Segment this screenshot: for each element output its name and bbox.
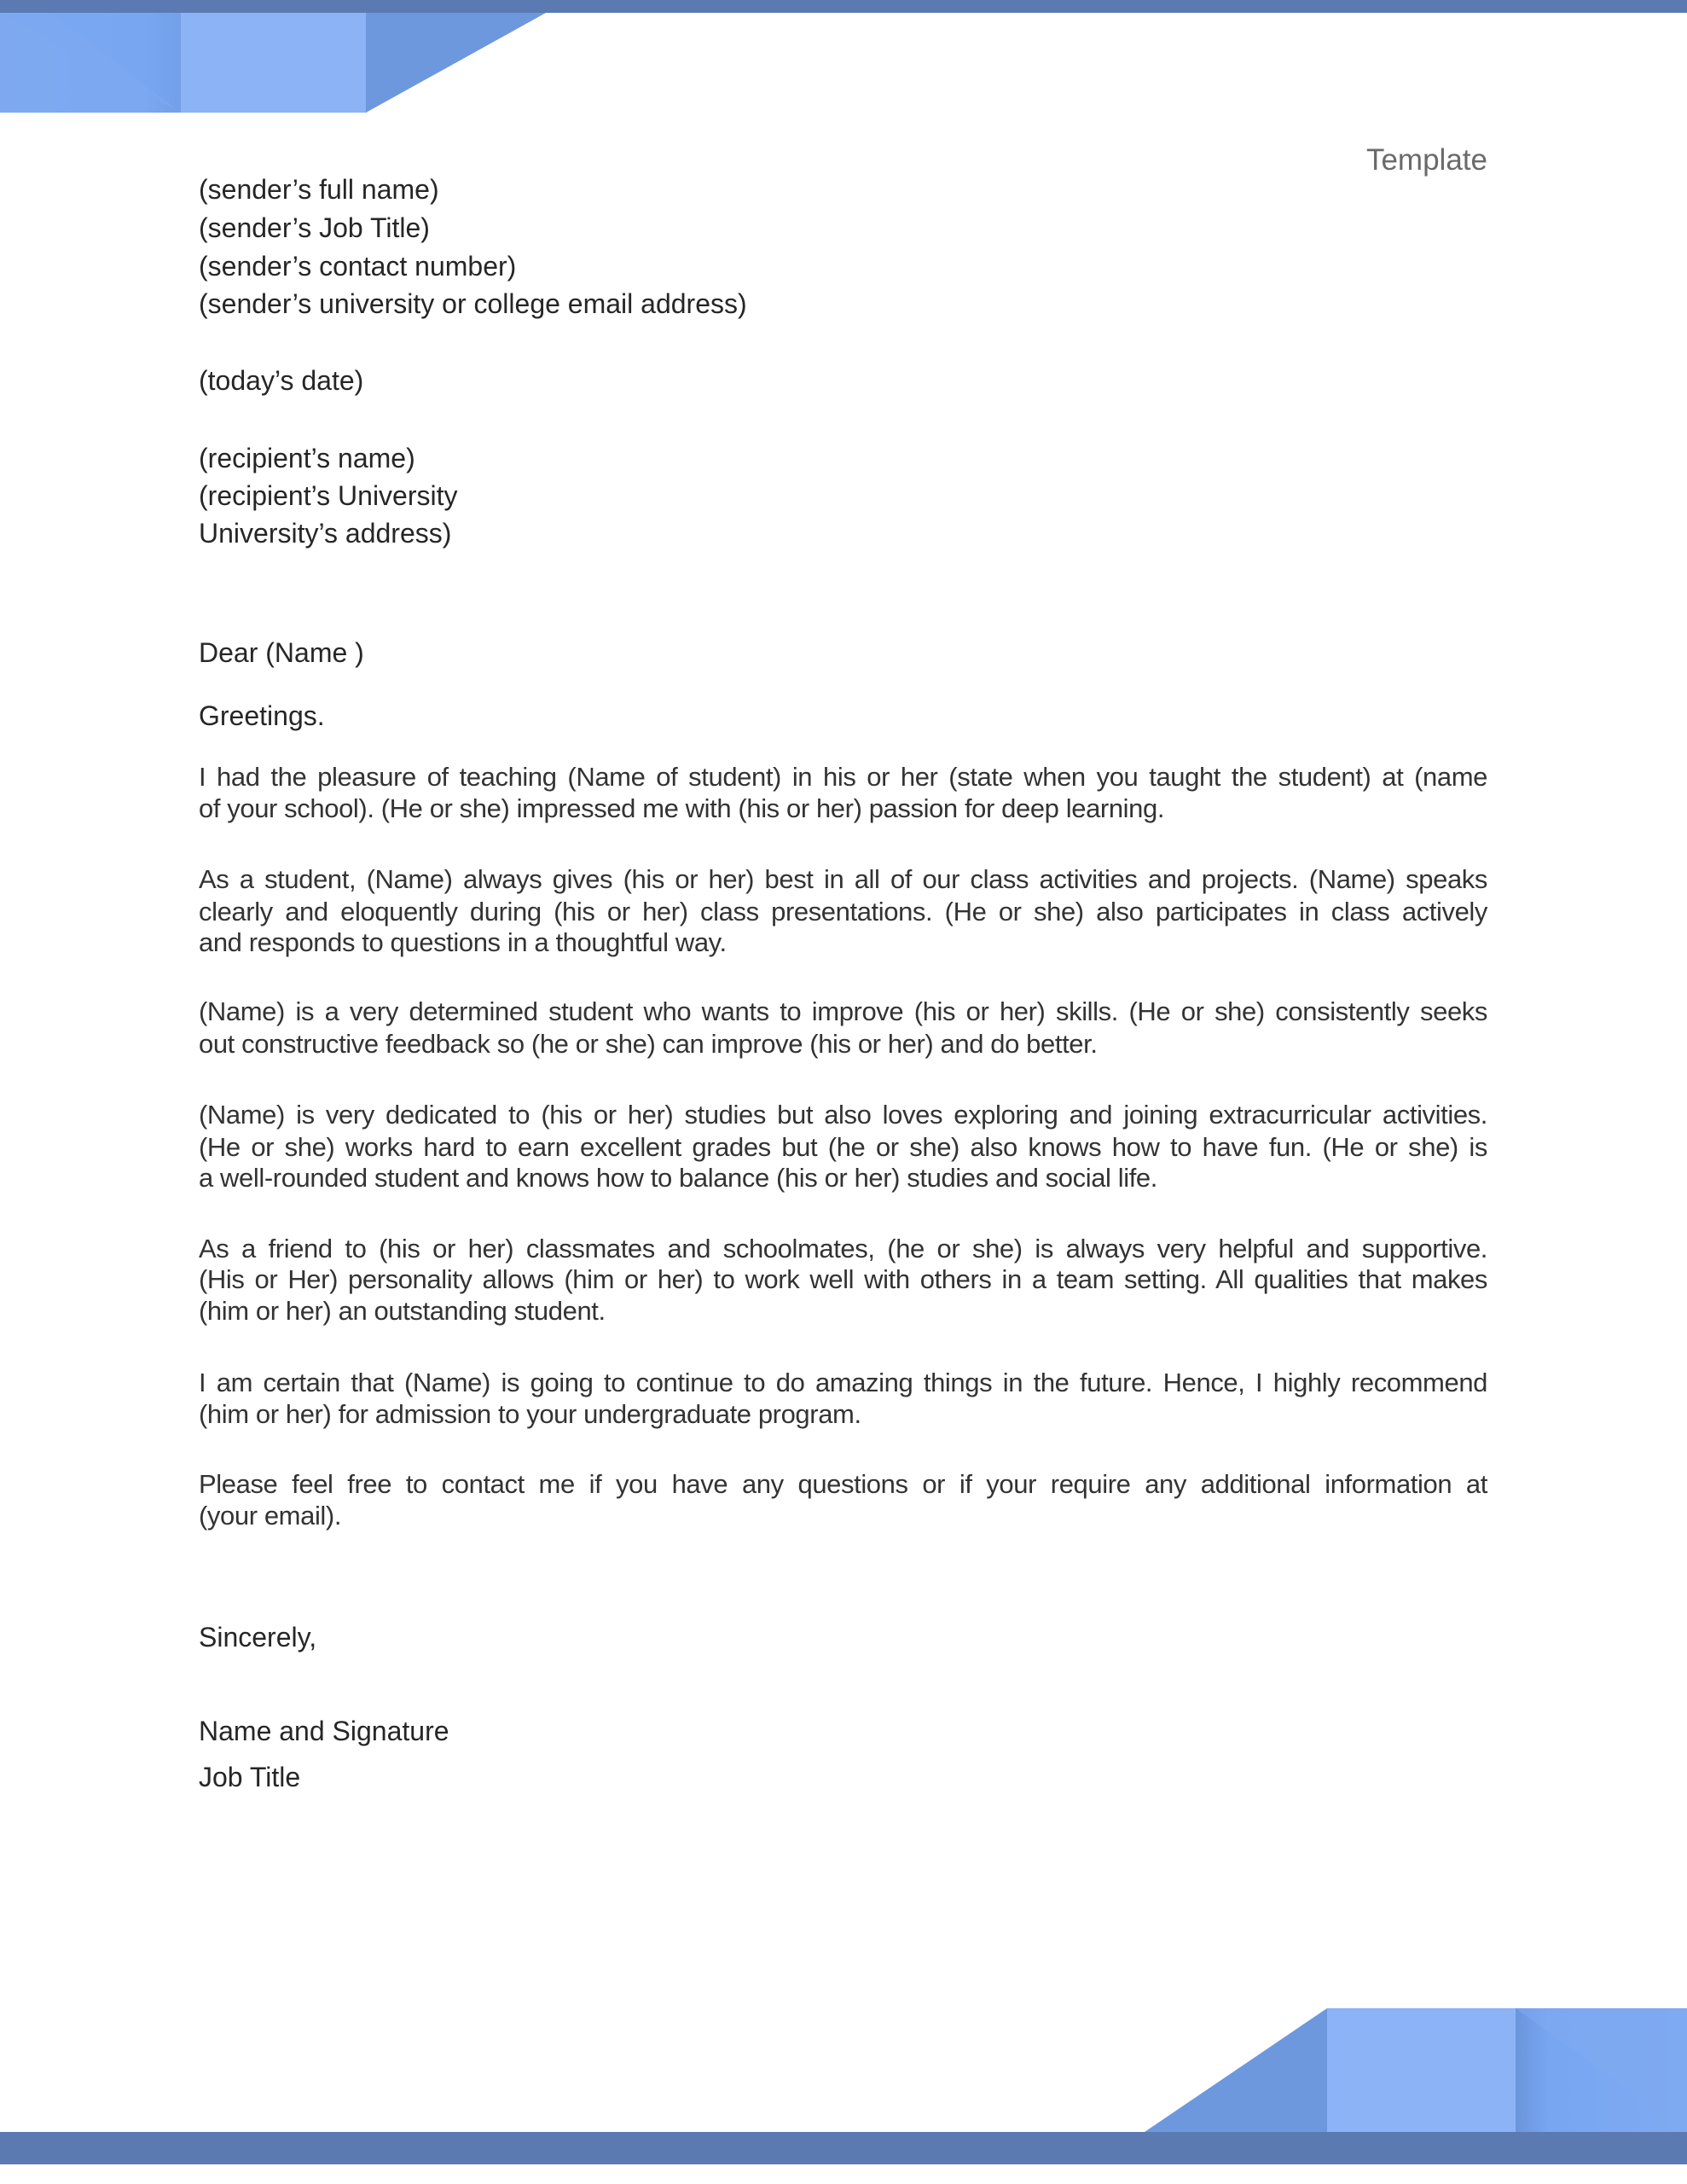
paragraph-line: (Name) is a very determined student who wants to improve (his or her) skills. (He or she) consistently seeks bbox=[199, 996, 1487, 1026]
paragraph-line: (him or her) for admission to your undergraduate program. bbox=[199, 1399, 861, 1429]
paragraph-line: As a friend to (his or her) classmates and schoolmates, (he or she) is always very helpful and supportive. bbox=[199, 1234, 1487, 1263]
recipient-address: University’s address) bbox=[199, 518, 452, 549]
header-bar bbox=[0, 0, 1687, 13]
footer-decoration bbox=[1109, 2008, 1687, 2133]
sender-full-name: (sender’s full name) bbox=[199, 174, 439, 205]
paragraph-line: (His or Her) personality allows (him or her) to work well with others in a team setting. All qualities that makes bbox=[199, 1264, 1487, 1294]
paragraph-line: (your email). bbox=[199, 1501, 342, 1531]
paragraph-line: a well-rounded student and knows how to balance (his or her) studies and social life. bbox=[199, 1163, 1157, 1193]
template-label: Template bbox=[1365, 143, 1487, 177]
paragraph-line: clearly and eloquently during (his or her) class presentations. (He or she) also participates in class actively bbox=[199, 897, 1487, 926]
signature-name: Name and Signature bbox=[199, 1716, 449, 1746]
recipient-name: (recipient’s name) bbox=[199, 443, 415, 473]
closing: Sincerely, bbox=[199, 1622, 317, 1653]
recipient-university: (recipient’s University bbox=[199, 480, 458, 511]
paragraph-line: (Name) is very dedicated to (his or her) studies but also loves exploring and joining extracurricular activities. bbox=[199, 1100, 1487, 1130]
paragraph-line: and responds to questions in a thoughtful way. bbox=[199, 927, 727, 957]
paragraph-line: As a student, (Name) always gives (his or her) best in all of our class activities and projects. (Name) speaks bbox=[199, 864, 1487, 894]
paragraph-line: out constructive feedback so (he or she) can improve (his or her) and do better. bbox=[199, 1029, 1098, 1059]
greeting: Greetings. bbox=[199, 700, 325, 731]
date: (today’s date) bbox=[199, 365, 364, 396]
paragraph-line: (him or her) an outstanding student. bbox=[199, 1296, 606, 1326]
paragraph-line: I had the pleasure of teaching (Name of student) in his or her (state when you taught the student) at (name bbox=[199, 762, 1487, 792]
paragraph-line: Please feel free to contact me if you have any questions or if your require any additional information at bbox=[199, 1469, 1487, 1499]
sender-contact-number: (sender’s contact number) bbox=[199, 251, 517, 282]
signature-title: Job Title bbox=[199, 1762, 301, 1792]
header-decoration bbox=[0, 13, 563, 113]
footer-bar bbox=[0, 2132, 1687, 2164]
paragraph-line: of your school). (He or she) impressed me with (his or her) passion for deep learning. bbox=[199, 793, 1165, 823]
paragraph-line: I am certain that (Name) is going to continue to do amazing things in the future. Hence, I highly recommend bbox=[199, 1368, 1487, 1397]
paragraph-line: (He or she) works hard to earn excellent grades but (he or she) also knows how to have fun. (He or she) is bbox=[199, 1132, 1487, 1162]
salutation: Dear (Name ) bbox=[199, 637, 364, 668]
sender-job-title: (sender’s Job Title) bbox=[199, 212, 430, 243]
sender-email: (sender’s university or college email address) bbox=[199, 288, 747, 319]
